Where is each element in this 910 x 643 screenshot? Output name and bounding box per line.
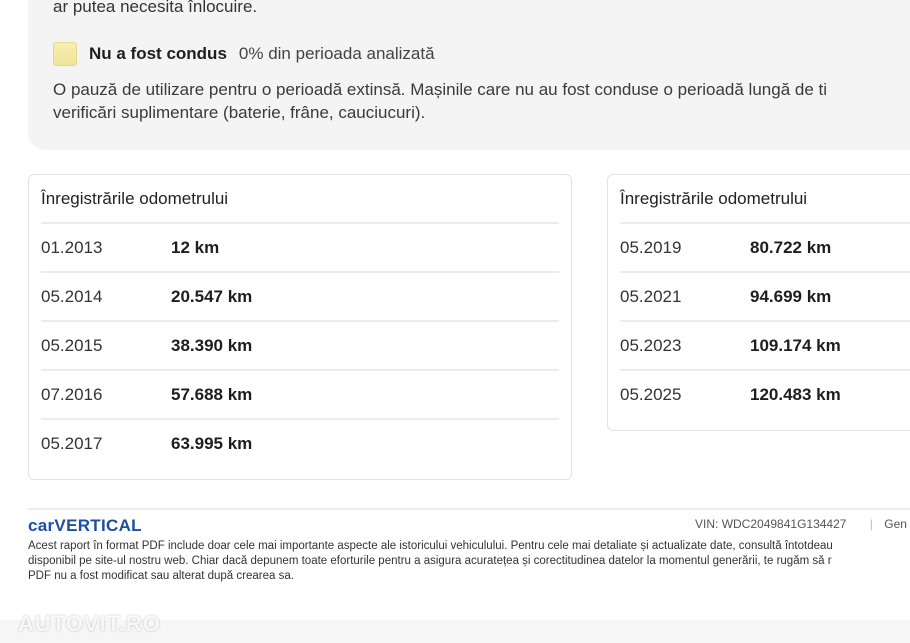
- odometer-row: [41, 271, 559, 321]
- vin-label: VIN:: [695, 517, 719, 531]
- carvertical-logo: carVERTICAL: [28, 516, 142, 535]
- generated-label-partial: Gen: [884, 517, 907, 531]
- odometer-row: [620, 271, 910, 321]
- disclaimer-line: Acest raport în format PDF include doar cele mai importante aspecte ale istoricului vehiculului. Pentru cele mai detaliate și actualizate date, consultă întotdeau: [28, 540, 833, 552]
- odometer-date: 05.2014: [41, 287, 103, 306]
- odometer-row: [41, 222, 559, 272]
- odometer-km: 20.547 km: [171, 287, 253, 306]
- previous-item-text: ar putea necesita înlocuire.: [53, 0, 258, 16]
- status-description-line: verificări suplimentare (baterie, frâne, cauciucuri).: [53, 103, 426, 122]
- odometer-date: 05.2015: [41, 336, 103, 355]
- disclaimer-line: disponibil pe site-ul nostru web. Chiar dacă depunem toate eforturile pentru a asigura acuratețea și corectitudinea datelor la momentul generării, te rugăm să r: [28, 555, 832, 567]
- odometer-date: 05.2019: [620, 238, 682, 257]
- vin-value: WDC2049841G134427: [721, 517, 847, 531]
- odometer-date: 05.2021: [620, 287, 682, 306]
- status-description: [53, 78, 910, 124]
- odometer-card-title: Înregistrările odometrului: [41, 189, 229, 208]
- status-description-line: O pauză de utilizare pentru o perioadă extinsă. Mașinile care nu au fost conduse o perioadă lungă de ti: [53, 80, 827, 99]
- odometer-km: 109.174 km: [750, 336, 841, 355]
- vin-info: [695, 517, 907, 531]
- status-color-swatch-icon: [53, 42, 77, 66]
- odometer-km: 80.722 km: [750, 238, 832, 257]
- odometer-row: [41, 369, 559, 419]
- odometer-km: 120.483 km: [750, 385, 841, 404]
- odometer-date: 05.2025: [620, 385, 682, 404]
- footer-separator: |: [869, 517, 873, 531]
- report-disclaimer: [28, 539, 910, 584]
- odometer-row: [620, 320, 910, 370]
- odometer-records-card: [28, 174, 572, 480]
- odometer-records-card: [607, 174, 910, 431]
- odometer-row: [620, 369, 910, 419]
- odometer-row: [41, 418, 559, 468]
- odometer-date: 01.2013: [41, 238, 103, 257]
- footer-divider: [28, 508, 910, 510]
- odometer-row: [41, 320, 559, 370]
- status-info-card: [28, 0, 910, 150]
- odometer-km: 12 km: [171, 238, 220, 257]
- autovit-watermark: AUTOVIT.RO: [18, 611, 161, 636]
- status-value: 0% din perioada analizată: [238, 44, 435, 63]
- odometer-km: 94.699 km: [750, 287, 832, 306]
- odometer-date: 07.2016: [41, 385, 103, 404]
- odometer-card-title: Înregistrările odometrului: [620, 189, 808, 208]
- odometer-row: [620, 222, 910, 272]
- odometer-km: 38.390 km: [171, 336, 253, 355]
- odometer-km: 63.995 km: [171, 434, 253, 453]
- odometer-date: 05.2017: [41, 434, 103, 453]
- status-title: Nu a fost condus: [89, 44, 227, 63]
- odometer-date: 05.2023: [620, 336, 682, 355]
- status-row: [53, 42, 435, 66]
- odometer-km: 57.688 km: [171, 385, 253, 404]
- disclaimer-line: PDF nu a fost modificat sau alterat după crearea sa.: [28, 570, 294, 582]
